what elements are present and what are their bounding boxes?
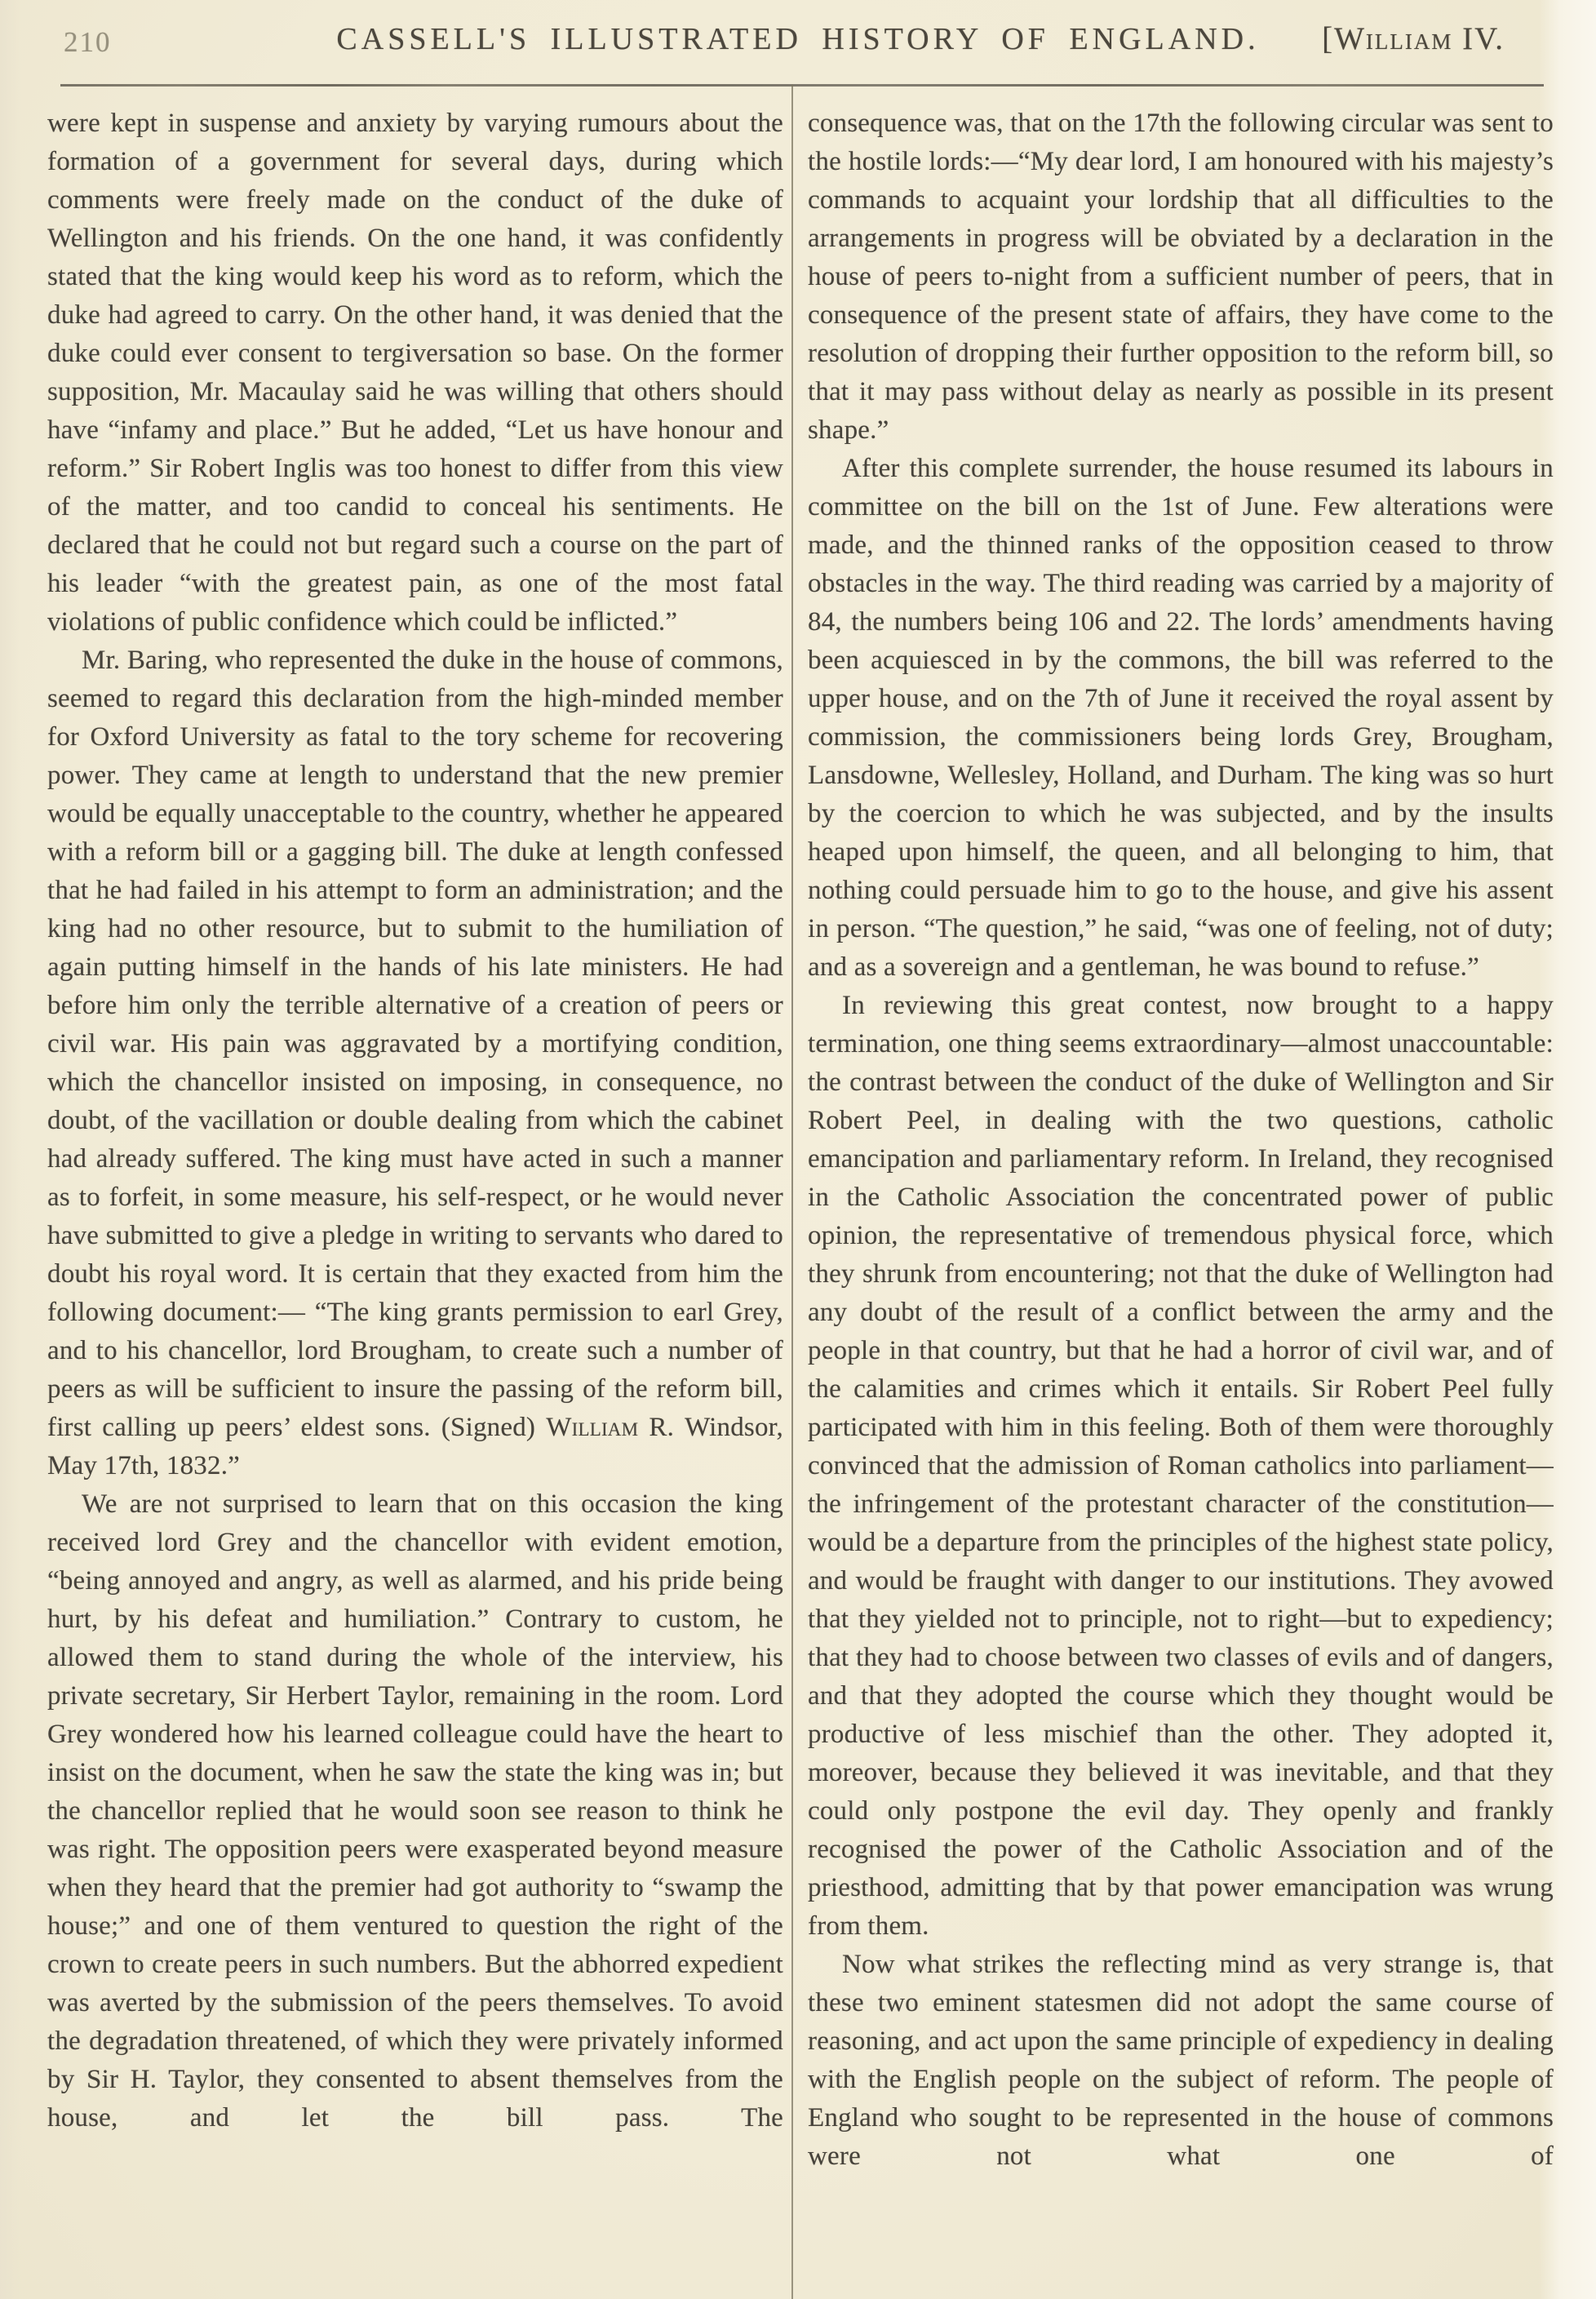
paragraph: consequence was, that on the 17th the following circular was sent to the hostile lords:—“My dear lord, I am honoured with his majesty’s commands to acquaint your lordship that all difficulties to the arrangements in progress will be obviated by a declaration in the house of peers to-night from a sufficient number of peers, that in consequence of the present state of affairs, they have come to the resolution of dropping their further opposition to the reform bill, so that it may pass without delay as nearly as possible in its present shape.”: [808, 109, 1554, 445]
paragraph: were kept in suspense and anxiety by varying rumours about the formation of a government for several days, during which comments were freely made on the conduct of the duke of Wellington and his friends. On the one hand, it was confidently stated that the king would keep his word as to reform, which the duke had agreed to carry. On the other hand, it was denied that the duke could ever consent to tergiversation so base. On the former supposition, Mr. Macaulay said he was willing that others should have “infamy and place.” But he added, “Let us have honour and reform.” Sir Robert Inglis was too honest to differ from this view of the matter, and too candid to conceal his sentiments. He declared that he could not but regard such a course on the part of his leader “with the greatest pain, as one of the most fatal violations of public confidence which could be inflicted.”: [47, 109, 783, 637]
page-number: 210: [64, 26, 112, 58]
paragraph-text: Windsor, May 17th, 1832.”: [47, 1413, 783, 1480]
paragraph-text: Mr. Baring, who represented the duke in the house of commons, seemed to regard this declaration from the high-minded member for Oxford University as fatal to the tory scheme for recovering power. They came at length to understand that the new premier would be equally unacceptable to the country, whether he appeared with a reform bill or a gagging bill. The duke at length confessed that he had failed in his attempt to form an administration; and the king had no other resource, but to submit to the humiliation of again putting himself in the hands of his late ministers. He had before him only the terrible alternative of a creation of peers or civil war. His pain was aggravated by a mortifying condition, which the chancellor insisted on imposing, in consequence, no doubt, of the vacillation or double dealing from which the cabinet had already suffered. The king must have acted in such a manner as to forfeit, in some measure, his self-respect, or he would never have submitted to give a pledge in writing to servants who dared to doubt his royal word. It is certain that they exacted from him the following document:— “The king grants permission to earl Grey, and to his chancellor, lord Brougham, to create such a number of peers as will be sufficient to insure the passing of the reform bill, first calling up peers’ eldest sons. (Signed): [47, 646, 783, 1442]
paragraph: [47, 641, 783, 1485]
left-column: [47, 104, 783, 2299]
column-divider: [791, 85, 793, 2299]
paragraph: Now what strikes the reflecting mind as very strange is, that these two eminent statesmen did not adopt the same course of reasoning, and act upon the same principle of expediency in dealing with the English people on the subject of reform. The people of England who sought to be represented in the house of commons were not what one of: [808, 1950, 1554, 2171]
running-header: [0, 0, 1596, 78]
paragraph: In reviewing this great contest, now brought to a happy termination, one thing seems extraordinary—almost unaccountable: the contrast between the conduct of the duke of Wellington and Sir Robert Peel, in dealing with the two questions, catholic emancipation and parliamentary reform. In Ireland, they recognised in the Catholic Association the concentrated power of public opinion, the representative of tremendous physical force, which they shrunk from encountering; not that the duke of Wellington had any doubt of the result of a conflict between the army and the people in that country, but that he had a horror of civil war, and of the calamities and crimes which it entails. Sir Robert Peel fully participated with him in this feeling. Both of them were thoroughly convinced that the admission of Roman catholics into parliament—the infringement of the protestant character of the constitution—would be a departure from the principles of the highest state policy, and would be fraught with danger to our institutions. They avowed that they yielded not to principle, not to right—but to expediency; that they had to choose between two classes of evils and of dangers, and that they adopted the course which they thought would be productive of less mischief than the other. They adopted it, moreover, because they believed it was inevitable, and that they could only postpone the evil day. They openly and frankly recognised the power of the Catholic Association and of the priesthood, admitting that by that power emancipation was wrung from them.: [808, 991, 1554, 1941]
paragraph: After this complete surrender, the house resumed its labours in committee on the bill on the 1st of June. Few alterations were made, and the thinned ranks of the opposition ceased to throw obstacles in the way. The third reading was carried by a majority of 84, the numbers being 106 and 22. The lords’ amendments having been acquiesced in by the commons, the bill was referred to the upper house, and on the 7th of June it received the royal assent by commission, the commissioners being lords Grey, Brougham, Lansdowne, Wellesley, Holland, and Durham. The king was so hurt by the coercion to which he was subjected, and by the insults heaped upon himself, the queen, and all belonging to him, that nothing could persuade him to go to the house, and give his assent in person. “The question,” he said, “was one of feeling, not of duty; and as a sovereign and a gentleman, he was bound to refuse.”: [808, 454, 1554, 982]
volume-note: [William IV.: [1322, 21, 1505, 56]
signature-name: William R.: [546, 1413, 675, 1442]
right-column: [808, 104, 1554, 2299]
running-title: CASSELL'S ILLUSTRATED HISTORY OF ENGLAND.: [336, 22, 1260, 56]
header-rule: [60, 84, 1544, 87]
paragraph: We are not surprised to learn that on this occasion the king received lord Grey and the chancellor with evident emotion, “being annoyed and angry, as well as alarmed, and his pride being hurt, by his defeat and humiliation.” Contrary to custom, he allowed them to stand during the whole of the interview, his private secretary, Sir Herbert Taylor, remaining in the room. Lord Grey wondered how his learned colleague could have the heart to insist on the document, when he saw the state the king was in; but the chancellor replied that he would soon see reason to think he was right. The opposition peers were exasperated beyond measure when they heard that the premier had got authority to “swamp the house;” and one of them ventured to question the right of the crown to create peers in such numbers. But the abhorred expedient was averted by the submission of the peers themselves. To avoid the degradation threatened, of which they were privately informed by Sir H. Taylor, they consented to absent themselves from the house, and let the bill pass. The: [47, 1489, 783, 2133]
